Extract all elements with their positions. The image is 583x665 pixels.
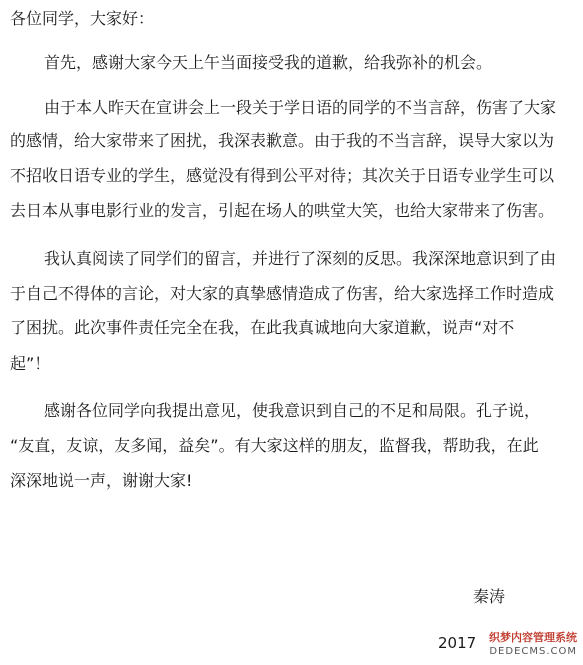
- letter-line: 深深地说一声，谢谢大家!: [10, 471, 193, 490]
- watermark-logo: 织梦内容管理系统: [489, 631, 577, 644]
- letter-line: 了困扰。此次事件责任完全在我，在此我真诚地向大家道歉，说声“对不: [10, 318, 515, 337]
- letter-line: 首先，感谢大家今天上午当面接受我的道歉，给我弥补的机会。: [44, 53, 493, 72]
- watermark-url: DEDECMS.COM: [489, 646, 577, 657]
- letter-greeting: 各位同学，大家好：: [10, 9, 155, 28]
- letter-line: 于自己不得体的言论，对大家的真挚感情造成了伤害，给大家选择工作时造成: [10, 284, 555, 303]
- letter-line: 不招收日语专业的学生，感觉没有得到公平对待；其次关于日语专业学生可以: [10, 166, 555, 185]
- letter-line: 感谢各位同学向我提出意见，使我意识到自己的不足和局限。孔子说，: [44, 401, 541, 420]
- letter-line: 起”！: [10, 354, 51, 373]
- letter-line: “友直，友谅，友多闻，益矣”。有大家这样的朋友，监督我，帮助我，在此: [10, 436, 539, 455]
- letter-line: 去日本从事电影行业的发言，引起在场人的哄堂大笑，也给大家带来了伤害。: [10, 201, 555, 220]
- watermark: [457, 631, 577, 661]
- letter-line: 我认真阅读了同学们的留言，并进行了深刻的反思。我深深地意识到了由: [44, 249, 557, 268]
- letter-signature: 秦涛: [473, 587, 506, 606]
- letter-line: 由于本人昨天在宣讲会上一段关于学日语的同学的不当言辞，伤害了大家: [44, 98, 557, 117]
- letter-date: 2017: [438, 634, 477, 652]
- letter-line: 的感情，给大家带来了困扰，我深表歉意。由于我的不当言辞，误导大家以为: [10, 131, 555, 150]
